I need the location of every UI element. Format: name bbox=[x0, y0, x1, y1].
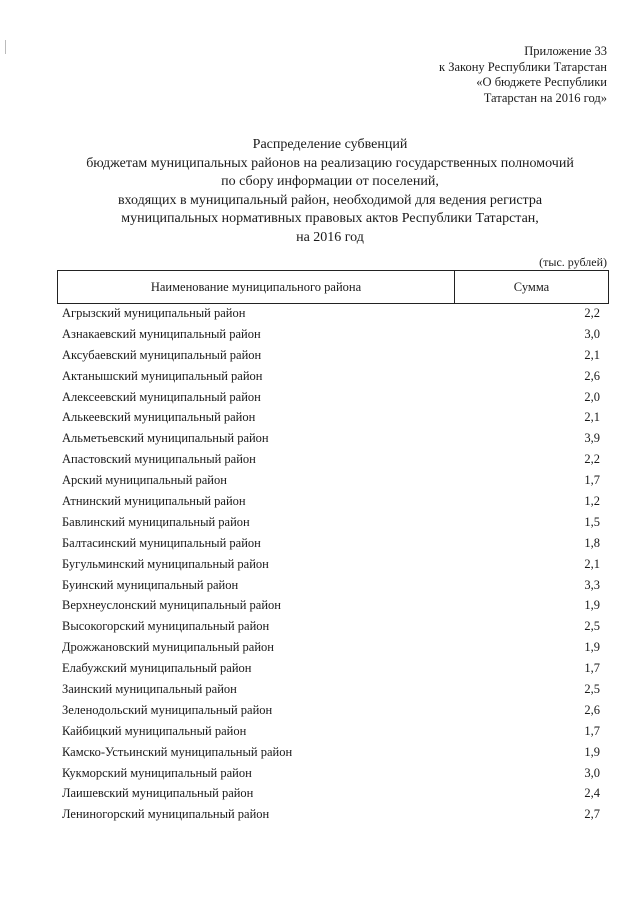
table-row bbox=[62, 470, 600, 491]
appendix-line: «О бюджете Республики bbox=[476, 75, 607, 89]
district-name: Зеленодольский муниципальный район bbox=[62, 702, 273, 717]
district-sum: 3,3 bbox=[584, 577, 600, 592]
table-row bbox=[62, 345, 600, 366]
table-row bbox=[62, 303, 600, 324]
appendix-note bbox=[439, 44, 607, 106]
district-sum: 2,0 bbox=[584, 389, 600, 404]
appendix-line: к Закону Республики Татарстан bbox=[439, 59, 607, 74]
district-name: Апастовский муниципальный район bbox=[62, 452, 256, 467]
district-name: Кукморский муниципальный район bbox=[62, 765, 252, 780]
district-name: Заинский муниципальный район bbox=[62, 682, 237, 697]
district-sum: 1,8 bbox=[584, 535, 600, 550]
appendix-line: Татарстан на 2016 год» bbox=[483, 90, 607, 105]
table-row bbox=[62, 742, 600, 763]
title-line: Распределение субвенций bbox=[252, 137, 408, 152]
district-sum: 1,9 bbox=[584, 598, 600, 613]
district-name: Алексеевский муниципальный район bbox=[62, 389, 261, 404]
table-row bbox=[62, 763, 600, 784]
district-name: Буинский муниципальный район bbox=[62, 577, 239, 592]
district-name: Бавлинский муниципальный район bbox=[62, 514, 250, 529]
header-name: Наименование муниципального района bbox=[58, 271, 455, 303]
district-sum: 2,4 bbox=[584, 786, 600, 801]
district-name: Камско-Устьинский муниципальный район bbox=[62, 744, 293, 759]
district-sum: 2,6 bbox=[584, 368, 600, 383]
district-sum: 3,0 bbox=[584, 326, 600, 341]
table-row bbox=[62, 637, 600, 658]
district-name: Алькеевский муниципальный район bbox=[62, 410, 256, 425]
header-sum: Сумма bbox=[513, 279, 550, 294]
table-row bbox=[62, 721, 600, 742]
table-row bbox=[62, 428, 600, 449]
district-sum: 1,7 bbox=[584, 473, 600, 488]
table-row bbox=[62, 533, 600, 554]
district-sum: 2,2 bbox=[584, 452, 600, 467]
table-row bbox=[62, 512, 600, 533]
table-row bbox=[62, 407, 600, 428]
table-row bbox=[62, 324, 600, 345]
table-row bbox=[62, 616, 600, 637]
district-sum: 2,5 bbox=[584, 682, 600, 697]
table-row bbox=[62, 783, 600, 804]
district-name: Дрожжановский муниципальный район bbox=[62, 640, 274, 655]
district-name: Арский муниципальный район bbox=[62, 473, 227, 488]
district-name: Балтасинский муниципальный район bbox=[62, 535, 261, 550]
district-name: Альметьевский муниципальный район bbox=[62, 431, 269, 446]
table-row bbox=[62, 700, 600, 721]
table-row bbox=[62, 491, 600, 512]
table-row bbox=[62, 595, 600, 616]
district-sum: 1,2 bbox=[584, 494, 600, 509]
district-sum: 3,0 bbox=[584, 765, 600, 780]
district-name: Бугульминский муниципальный район bbox=[62, 556, 269, 571]
table-row bbox=[62, 679, 600, 700]
title-line: бюджетам муниципальных районов на реализацию государственных полномочий bbox=[86, 155, 574, 171]
district-name: Азнакаевский муниципальный район bbox=[62, 326, 261, 341]
district-name: Высокогорский муниципальный район bbox=[62, 619, 270, 634]
district-sum: 1,7 bbox=[584, 723, 600, 738]
district-name: Атнинский муниципальный район bbox=[62, 494, 246, 509]
district-sum: 2,2 bbox=[584, 306, 600, 320]
title-line: входящих в муниципальный район, необходимой для ведения регистра bbox=[117, 192, 543, 208]
table-row bbox=[62, 575, 600, 596]
district-name: Кайбицкий муниципальный район bbox=[62, 723, 247, 738]
district-sum: 2,1 bbox=[584, 410, 600, 425]
district-sum: 2,6 bbox=[584, 702, 600, 717]
table-body bbox=[62, 303, 600, 825]
district-sum: 2,5 bbox=[584, 619, 600, 634]
district-name: Елабужский муниципальный район bbox=[62, 661, 252, 676]
district-name: Актанышский муниципальный район bbox=[62, 368, 263, 383]
district-sum: 3,9 bbox=[584, 431, 600, 446]
district-sum: 2,1 bbox=[584, 347, 600, 362]
table-row bbox=[62, 449, 600, 470]
table-row bbox=[62, 387, 600, 408]
units-note: (тыс. рублей) bbox=[539, 255, 607, 269]
district-name: Верхнеуслонский муниципальный район bbox=[62, 598, 281, 613]
document-title bbox=[30, 136, 630, 247]
title-line: по сбору информации от поселений, bbox=[221, 174, 439, 189]
title-line: муниципальных нормативных правовых актов Республики Татарстан, bbox=[121, 211, 539, 226]
district-name: Лениногорский муниципальный район bbox=[62, 807, 270, 822]
district-sum: 2,1 bbox=[584, 556, 600, 571]
district-sum: 2,7 bbox=[584, 807, 600, 822]
district-sum: 1,9 bbox=[584, 640, 600, 655]
table-row bbox=[62, 804, 600, 825]
scan-artifact bbox=[5, 40, 6, 54]
title-line: на 2016 год bbox=[296, 229, 364, 245]
district-sum: 1,7 bbox=[584, 661, 600, 676]
table-header bbox=[57, 270, 609, 304]
table-row bbox=[62, 366, 600, 387]
table-row bbox=[62, 658, 600, 679]
appendix-line: Приложение 33 bbox=[524, 44, 607, 58]
district-name: Аксубаевский муниципальный район bbox=[62, 347, 262, 362]
district-name: Лаишевский муниципальный район bbox=[62, 786, 254, 801]
table-row bbox=[62, 554, 600, 575]
district-sum: 1,5 bbox=[584, 514, 600, 529]
district-name: Агрызский муниципальный район bbox=[62, 306, 246, 320]
district-sum: 1,9 bbox=[584, 744, 600, 759]
